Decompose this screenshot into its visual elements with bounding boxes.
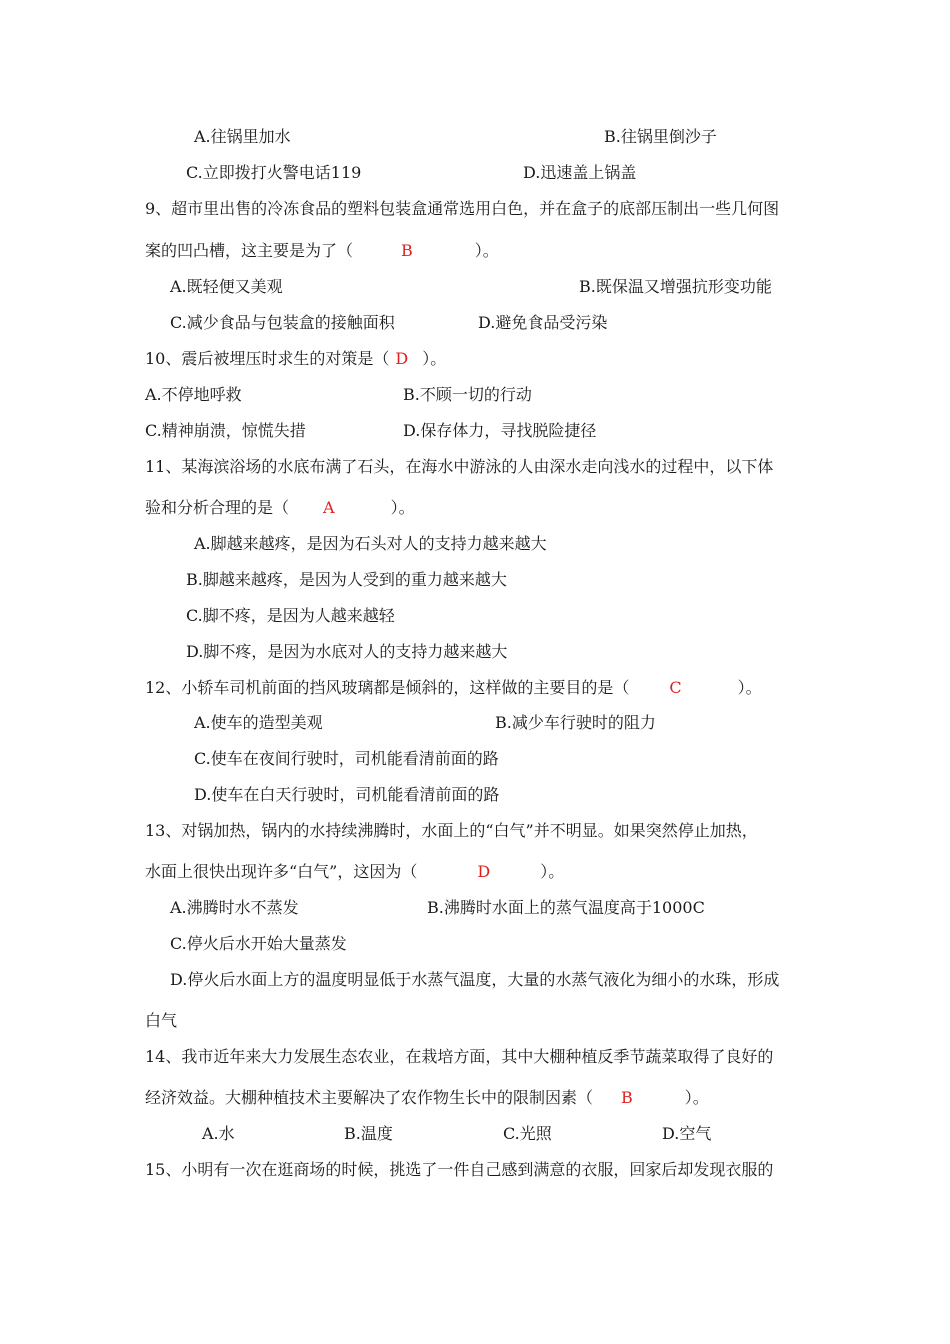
q14-option-d: D.空气 bbox=[662, 1124, 712, 1143]
q14-stem-line2 bbox=[145, 1088, 709, 1108]
q12-option-d: D.使车在白天行驶时，司机能看清前面的路 bbox=[194, 785, 500, 804]
q12-stem-close: ）。 bbox=[737, 678, 762, 697]
q9-option-b: B.既保温又增强抗形变功能 bbox=[579, 277, 772, 296]
q10-stem-text: 10、震后被埋压时求生的对策是（ bbox=[145, 349, 390, 368]
q12-stem bbox=[145, 678, 762, 698]
q13-stem-line2 bbox=[145, 862, 564, 882]
q11-option-a: A.脚越来越疼，是因为石头对人的支持力越来越大 bbox=[194, 534, 547, 553]
q13-option-a: A.沸腾时水不蒸发 bbox=[170, 898, 299, 917]
q15-stem-line1: 15、小明有一次在逛商场的时候，挑选了一件自己感到满意的衣服，回家后却发现衣服的 bbox=[145, 1160, 774, 1179]
q14-option-a: A.水 bbox=[202, 1124, 235, 1143]
q12-option-c: C.使车在夜间行驶时，司机能看清前面的路 bbox=[194, 749, 499, 768]
q8-option-c: C.立即拨打火警电话119 bbox=[186, 163, 362, 182]
q8-option-a: A.往锅里加水 bbox=[194, 127, 291, 146]
q13-stem-close: ）。 bbox=[540, 862, 565, 881]
q9-stem-line2 bbox=[145, 241, 499, 261]
q8-option-d: D.迅速盖上锅盖 bbox=[523, 163, 637, 182]
q12-option-b: B.减少车行驶时的阻力 bbox=[495, 713, 656, 732]
q11-option-c: C.脚不疼，是因为人越来越轻 bbox=[186, 606, 395, 625]
q11-stem-line1: 11、某海滨浴场的水底布满了石头，在海水中游泳的人由深水走向浅水的过程中，以下体 bbox=[145, 457, 774, 476]
q9-option-c: C.减少食品与包装盒的接触面积 bbox=[170, 313, 395, 332]
q14-option-c: C.光照 bbox=[503, 1124, 552, 1143]
q9-option-d: D.避免食品受污染 bbox=[478, 313, 608, 332]
q14-stem-text: 经济效益。大棚种植技术主要解决了农作物生长中的限制因素（ bbox=[145, 1088, 594, 1107]
q12-answer: C bbox=[669, 678, 682, 697]
q8-option-b: B.往锅里倒沙子 bbox=[604, 127, 717, 146]
q12-stem-text: 12、小轿车司机前面的挡风玻璃都是倾斜的，这样做的主要目的是（ bbox=[145, 678, 630, 697]
q13-option-c: C.停火后水开始大量蒸发 bbox=[170, 934, 347, 953]
q13-stem-line1: 13、对锅加热，锅内的水持续沸腾时，水面上的“白气”并不明显。如果突然停止加热， bbox=[145, 821, 758, 840]
q9-stem-text: 案的凹凸槽，这主要是为了（ bbox=[145, 241, 354, 260]
q10-option-c: C.精神崩溃，惊慌失措 bbox=[145, 421, 306, 440]
q13-stem-text: 水面上很快出现许多“白气”，这因为（ bbox=[145, 862, 418, 881]
q13-option-d-line2: 白气 bbox=[145, 1011, 178, 1030]
q14-stem-line1: 14、我市近年来大力发展生态农业，在栽培方面，其中大棚种植反季节蔬菜取得了良好的 bbox=[145, 1047, 774, 1066]
q13-answer: D bbox=[477, 862, 491, 881]
q11-answer: A bbox=[323, 498, 335, 517]
q11-stem-line2 bbox=[145, 498, 415, 518]
q11-option-d: D.脚不疼，是因为水底对人的支持力越来越大 bbox=[186, 642, 508, 661]
q9-stem-line1: 9、超市里出售的冷冻食品的塑料包装盒通常选用白色，并在盒子的底部压制出一些几何图 bbox=[145, 199, 780, 218]
q14-option-b: B.温度 bbox=[344, 1124, 393, 1143]
q13-option-b: B.沸腾时水面上的蒸气温度高于1000C bbox=[427, 898, 705, 917]
q11-stem-close: ）。 bbox=[390, 498, 415, 517]
q9-answer: B bbox=[401, 241, 413, 260]
q11-stem-text: 验和分析合理的是（ bbox=[145, 498, 290, 517]
q14-stem-close: ）。 bbox=[684, 1088, 709, 1107]
q10-stem bbox=[145, 349, 446, 369]
q9-option-a: A.既轻便又美观 bbox=[170, 277, 283, 296]
q10-option-a: A.不停地呼救 bbox=[145, 385, 242, 404]
q12-option-a: A.使车的造型美观 bbox=[194, 713, 323, 732]
q13-option-d-line1: D.停火后水面上方的温度明显低于水蒸气温度，大量的水蒸气液化为细小的水珠，形成 bbox=[170, 970, 780, 989]
q10-option-d: D.保存体力，寻找脱险捷径 bbox=[403, 421, 597, 440]
q10-option-b: B.不顾一切的行动 bbox=[403, 385, 532, 404]
q9-stem-close: ）。 bbox=[474, 241, 499, 260]
q11-option-b: B.脚越来越疼，是因为人受到的重力越来越大 bbox=[186, 570, 507, 589]
q14-answer: B bbox=[621, 1088, 633, 1107]
q10-answer: D bbox=[395, 349, 409, 368]
q10-stem-close: ）。 bbox=[422, 349, 447, 368]
